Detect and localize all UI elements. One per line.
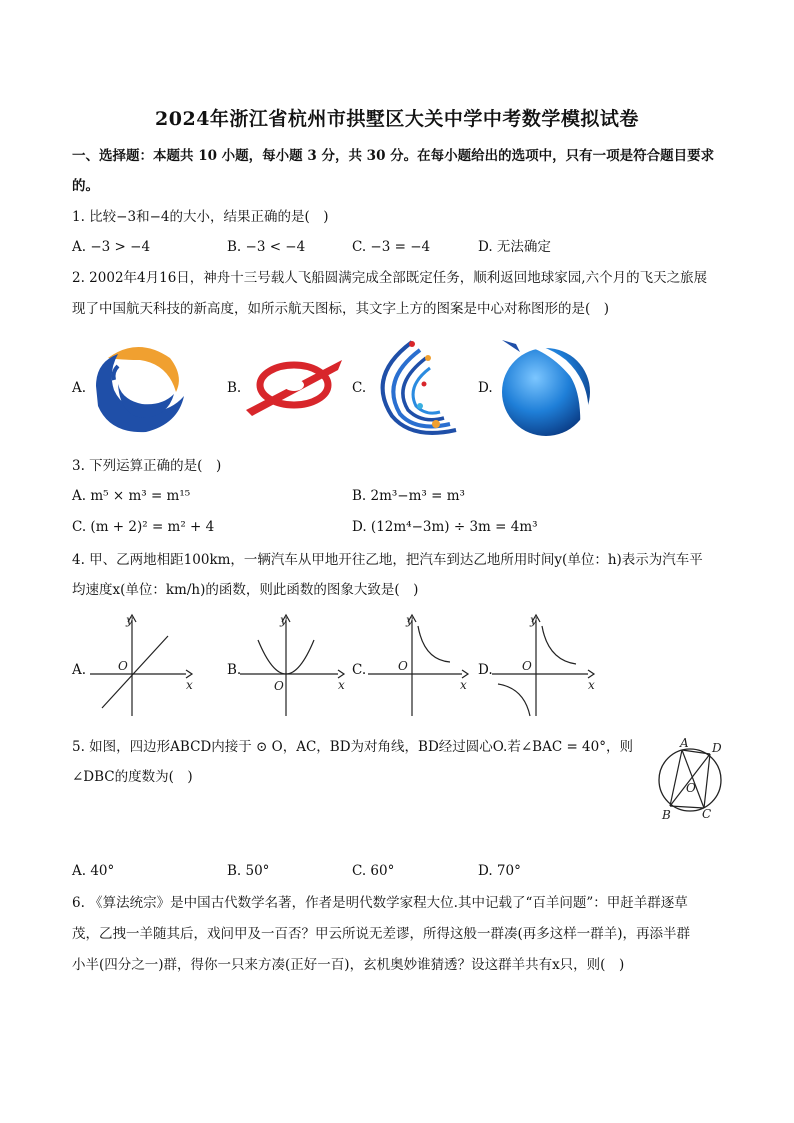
q5-point-d: D bbox=[712, 741, 722, 755]
q3-option-b: B. 2m³−m³ = m³ bbox=[352, 488, 465, 504]
q3-option-d: D. (12m⁴−3m) ÷ 3m = 4m³ bbox=[352, 519, 538, 535]
q4-c-axis-x: x bbox=[460, 678, 467, 692]
space-logo-c-icon bbox=[372, 336, 462, 440]
q1-option-d: D. 无法确定 bbox=[478, 239, 551, 255]
q5-point-b: B bbox=[662, 808, 671, 822]
q4-d-axis-x: x bbox=[588, 678, 595, 692]
q4-a-axis-x: x bbox=[186, 678, 193, 692]
q4-label-b: B. bbox=[227, 662, 242, 678]
section-heading-cont: 的。 bbox=[72, 178, 99, 194]
q4-graph-a bbox=[88, 612, 198, 720]
q4-stem-line1: 4. 甲、乙两地相距100km，一辆汽车从甲地开往乙地，把汽车到达乙地所用时间y(单位：h)表示为汽车平 bbox=[72, 552, 703, 568]
q1-option-c: C. −3 = −4 bbox=[352, 239, 431, 255]
page-title: 2024年浙江省杭州市拱墅区大关中学中考数学模拟试卷 bbox=[155, 108, 639, 130]
q1-stem: 1. 比较−3和−4的大小，结果正确的是( ) bbox=[72, 209, 329, 225]
q5-circle-figure bbox=[652, 736, 732, 824]
q4-a-origin: O bbox=[118, 659, 128, 673]
q5-option-b: B. 50° bbox=[227, 863, 270, 879]
q4-b-axis-y: y bbox=[280, 613, 287, 627]
q4-b-axis-x: x bbox=[338, 678, 345, 692]
q3-stem: 3. 下列运算正确的是( ) bbox=[72, 458, 222, 474]
q4-d-origin: O bbox=[522, 659, 532, 673]
space-logo-a-icon bbox=[88, 338, 188, 438]
q1-option-a: A. −3 > −4 bbox=[72, 239, 151, 255]
q6-stem-line2: 茂，乙拽一羊随其后，戏问甲及一百否？甲云所说无差谬，所得这般一群凑(再多这样一群羊)，再添半群 bbox=[72, 926, 691, 942]
q4-graph-d bbox=[490, 612, 602, 720]
q2-label-d: D. bbox=[478, 380, 493, 396]
q4-label-d: D. bbox=[478, 662, 493, 678]
q3-option-a: A. m⁵ × m³ = m¹⁵ bbox=[72, 488, 191, 504]
q5-option-c: C. 60° bbox=[352, 863, 395, 879]
q4-b-origin: O bbox=[274, 679, 284, 693]
space-logo-b-icon bbox=[242, 350, 346, 420]
q1-option-b: B. −3 < −4 bbox=[227, 239, 306, 255]
q2-label-c: C. bbox=[352, 380, 367, 396]
q4-stem-line2: 均速度x(单位：km/h)的函数，则此函数的图象大致是( ) bbox=[72, 582, 419, 598]
q4-label-a: A. bbox=[72, 662, 87, 678]
q5-point-a: A bbox=[680, 736, 689, 750]
q5-point-c: C bbox=[702, 807, 712, 821]
q5-point-o: O bbox=[686, 781, 696, 795]
q5-option-d: D. 70° bbox=[478, 863, 521, 879]
q2-stem-line2: 现了中国航天科技的新高度，如所示航天图标，其文字上方的图案是中心对称图形的是( ) bbox=[72, 301, 610, 317]
q4-c-origin: O bbox=[398, 659, 408, 673]
q4-graph-b bbox=[238, 612, 350, 720]
q4-c-axis-y: y bbox=[406, 613, 413, 627]
q3-option-c: C. (m + 2)² = m² + 4 bbox=[72, 519, 215, 535]
q4-a-axis-y: y bbox=[126, 613, 133, 627]
q5-stem-line2: ∠DBC的度数为( ) bbox=[72, 769, 193, 785]
q6-stem-line3: 小半(四分之一)群，得你一只来方凑(正好一百)，玄机奥妙谁猜透？设这群羊共有x只，则( ) bbox=[72, 957, 625, 973]
q2-label-b: B. bbox=[227, 380, 242, 396]
q2-label-a: A. bbox=[72, 380, 87, 396]
q4-graph-c bbox=[366, 612, 476, 720]
q2-stem-line1: 2. 2002年4月16日，神舟十三号载人飞船圆满完成全部既定任务，顺利返回地球家园,六个月的飞天之旅展 bbox=[72, 270, 708, 286]
q5-stem-line1: 5. 如图，四边形ABCD内接于 ⊙ O，AC，BD为对角线，BD经过圆心O.若∠BAC = 40°，则 bbox=[72, 739, 633, 755]
space-logo-d-icon bbox=[496, 336, 594, 438]
q4-label-c: C. bbox=[352, 662, 367, 678]
q4-d-axis-y: y bbox=[530, 613, 537, 627]
q5-option-a: A. 40° bbox=[72, 863, 115, 879]
q6-stem-line1: 6. 《算法统宗》是中国古代数学名著，作者是明代数学家程大位.其中记载了“百羊问题”：甲赶羊群逐草 bbox=[72, 895, 688, 911]
section-heading: 一、选择题：本题共 10 小题，每小题 3 分，共 30 分。在每小题给出的选项中，只有一项是符合题目要求 bbox=[72, 148, 715, 164]
